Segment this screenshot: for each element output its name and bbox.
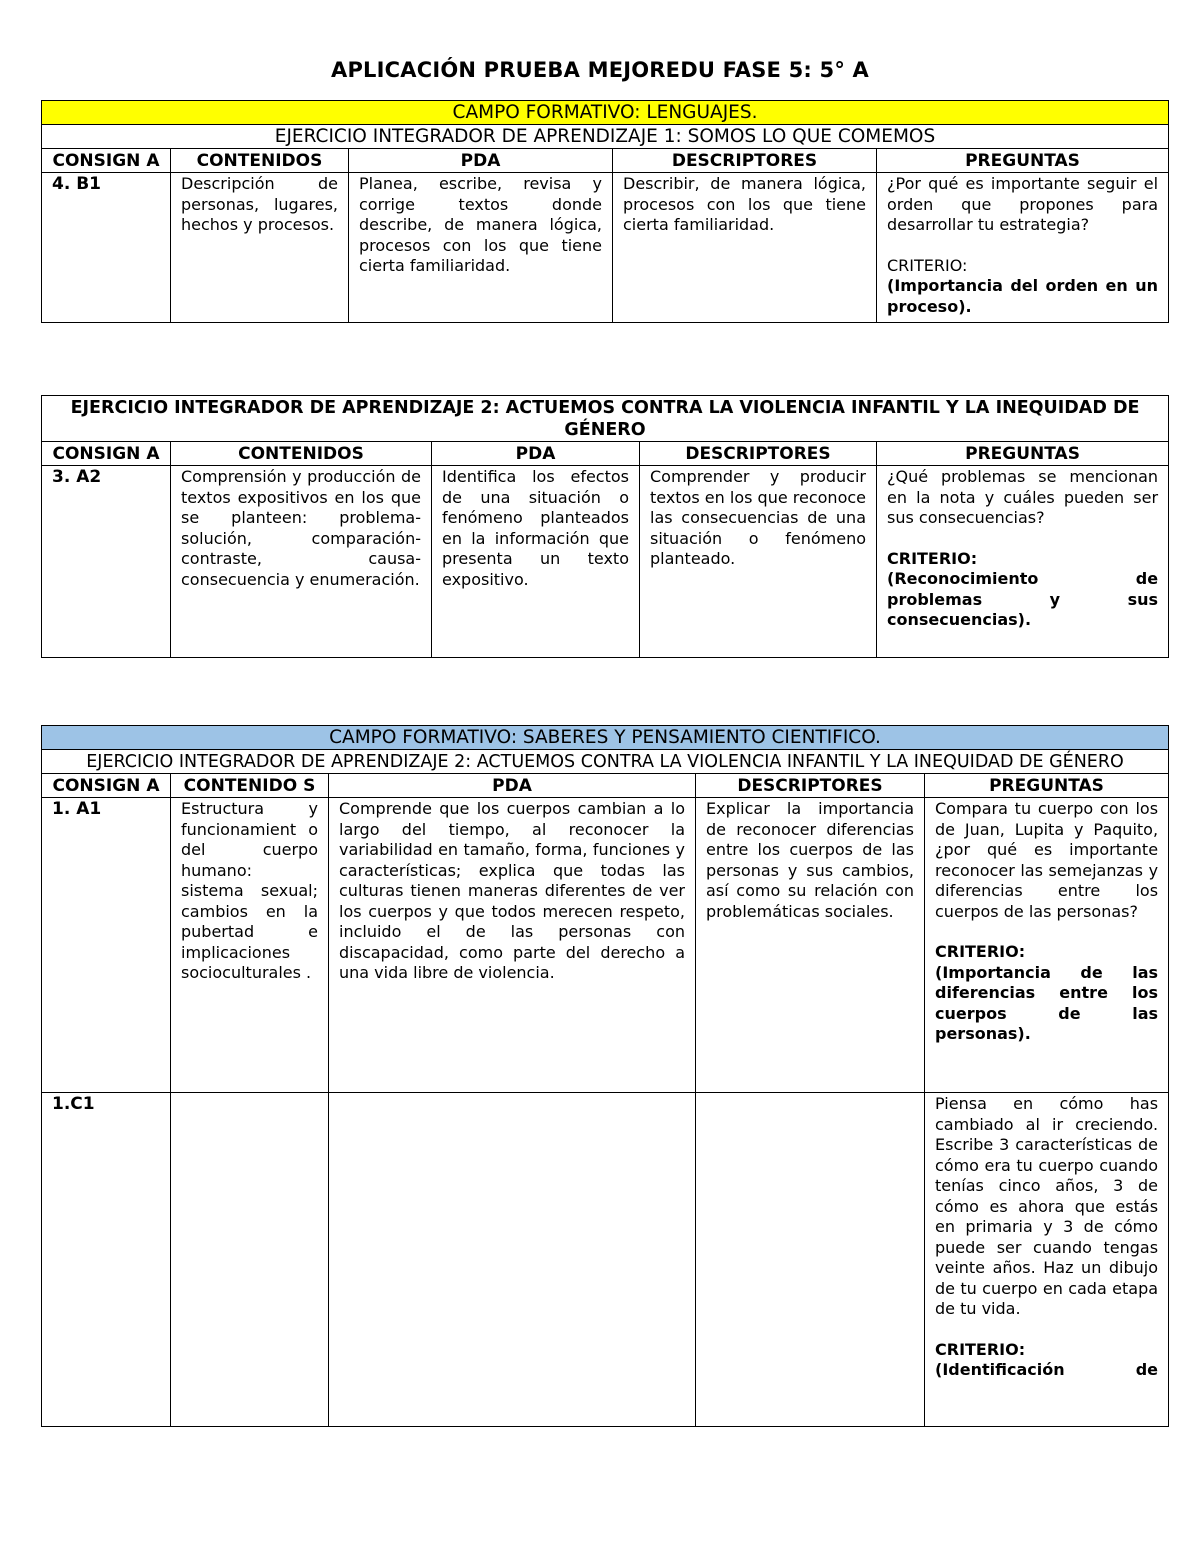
ejercicio-title: EJERCICIO INTEGRADOR DE APRENDIZAJE 1: SOMOS LO QUE COMEMOS [42, 125, 1169, 149]
cell-descriptores [696, 1093, 925, 1427]
header-contenidos: CONTENIDOS [171, 149, 349, 173]
cell-contenidos: Estructura y funcionamient o del cuerpo humano: sistema sexual; cambios en la pubertad e implicaciones socioculturales . [171, 798, 329, 1093]
campo-formativo-title: CAMPO FORMATIVO: LENGUAJES. [42, 101, 1169, 125]
header-descriptores: DESCRIPTORES [613, 149, 877, 173]
pregunta-text: Piensa en cómo has cambiado al ir creciendo. Escribe 3 características de cómo era tu cuerpo cuando tenías cinco años, 3 de cómo es ahora que estás en primaria y 3 de cómo puede ser cuando tengas veinte años. Haz un dibujo de tu cuerpo en cada etapa de tu vida. [935, 1094, 1159, 1318]
header-row [42, 149, 1169, 173]
criterio-text: (Importancia de las diferencias entre los cuerpos de las personas). [935, 962, 1159, 1043]
cell-consigna: 1. A1 [42, 798, 171, 1093]
header-pda: PDA [432, 442, 640, 466]
pregunta-text: ¿Por qué es importante seguir el orden que propones para desarrollar tu estrategia? [887, 174, 1159, 234]
header-pda: PDA [329, 774, 696, 798]
cell-contenidos: Descripción de personas, lugares, hechos y procesos. [171, 173, 349, 323]
pregunta-text: Compara tu cuerpo con los de Juan, Lupita y Paquito, ¿por qué es importante reconocer las semejanzas y diferencias entre los cuerpos de las personas? [935, 799, 1159, 921]
header-consigna: CONSIGN A [42, 149, 171, 173]
pregunta-text: ¿Qué problemas se mencionan en la nota y cuáles pueden ser sus consecuencias? [887, 467, 1159, 527]
header-contenidos: CONTENIDOS [171, 442, 432, 466]
table-row [42, 1093, 1169, 1427]
header-descriptores: DESCRIPTORES [696, 774, 925, 798]
header-contenidos: CONTENIDO S [171, 774, 329, 798]
ejercicio-row [42, 750, 1169, 774]
criterio-text: (Identificación de [935, 1360, 1159, 1379]
criterio-text: (Importancia del orden en un proceso). [887, 276, 1159, 316]
table-row [42, 466, 1169, 658]
cell-descriptores: Comprender y producir textos en los que reconoce las consecuencias de una situación o fenómeno planteado. [640, 466, 877, 658]
header-preguntas: PREGUNTAS [925, 774, 1169, 798]
campo-formativo-title: CAMPO FORMATIVO: SABERES Y PENSAMIENTO CIENTIFICO. [42, 726, 1169, 750]
header-consigna: CONSIGN A [42, 442, 171, 466]
table-saberes [41, 725, 1169, 1427]
cell-pda: Identifica los efectos de una situación o fenómeno planteados en la información que presenta un texto expositivo. [432, 466, 640, 658]
cell-preguntas [925, 798, 1169, 1093]
cell-descriptores: Explicar la importancia de reconocer diferencias entre los cuerpos de las personas y sus cambios, así como su relación con problemáticas sociales. [696, 798, 925, 1093]
header-row [42, 774, 1169, 798]
cell-descriptores: Describir, de manera lógica, procesos con los que tiene cierta familiaridad. [613, 173, 877, 323]
criterio-label: CRITERIO: [935, 1339, 1026, 1359]
header-preguntas: PREGUNTAS [877, 442, 1169, 466]
table-ejercicio-2 [41, 395, 1169, 658]
criterio-label: CRITERIO: [887, 255, 968, 275]
cell-pda: Comprende que los cuerpos cambian a lo largo del tiempo, al reconocer la variabilidad en tamaño, forma, funciones y características; explica que todas las culturas tienen maneras diferentes de ver los cuerpos y que todos merecen respeto, incluido el de las personas con discapacidad, como parte del derecho a una vida libre de violencia. [329, 798, 696, 1093]
cell-consigna: 1.C1 [42, 1093, 171, 1427]
header-row [42, 442, 1169, 466]
criterio-label: CRITERIO: [887, 548, 978, 568]
table-row [42, 798, 1169, 1093]
cell-contenidos: Comprensión y producción de textos expositivos en los que se planteen: problema-solución, comparación-contraste, causa-consecuencia y enumeración. [171, 466, 432, 658]
cell-preguntas [925, 1093, 1169, 1427]
header-pda: PDA [349, 149, 613, 173]
criterio-label: CRITERIO: [935, 942, 1026, 961]
table-row [42, 173, 1169, 323]
cell-contenidos [171, 1093, 329, 1427]
criterio-text: (Reconocimiento de problemas y sus consecuencias). [887, 569, 1159, 629]
document-title: APLICACIÓN PRUEBA MEJOREDU FASE 5: 5° A [331, 58, 869, 82]
ejercicio-row [42, 396, 1169, 442]
ejercicio-row [42, 125, 1169, 149]
cell-consigna: 3. A2 [42, 466, 171, 658]
ejercicio-title: EJERCICIO INTEGRADOR DE APRENDIZAJE 2: ACTUEMOS CONTRA LA VIOLENCIA INFANTIL Y LA INEQUIDAD DE GÉNERO [42, 750, 1169, 774]
cell-pda [329, 1093, 696, 1427]
campo-row [42, 101, 1169, 125]
cell-consigna: 4. B1 [42, 173, 171, 323]
cell-preguntas [877, 466, 1169, 658]
table-lenguajes [41, 100, 1169, 323]
header-consigna: CONSIGN A [42, 774, 171, 798]
header-preguntas: PREGUNTAS [877, 149, 1169, 173]
cell-preguntas [877, 173, 1169, 323]
header-descriptores: DESCRIPTORES [640, 442, 877, 466]
ejercicio-title: EJERCICIO INTEGRADOR DE APRENDIZAJE 2: ACTUEMOS CONTRA LA VIOLENCIA INFANTIL Y LA INEQUIDAD DE GÉNERO [42, 396, 1169, 442]
campo-row [42, 726, 1169, 750]
cell-pda: Planea, escribe, revisa y corrige textos donde describe, de manera lógica, procesos con los que tiene cierta familiaridad. [349, 173, 613, 323]
